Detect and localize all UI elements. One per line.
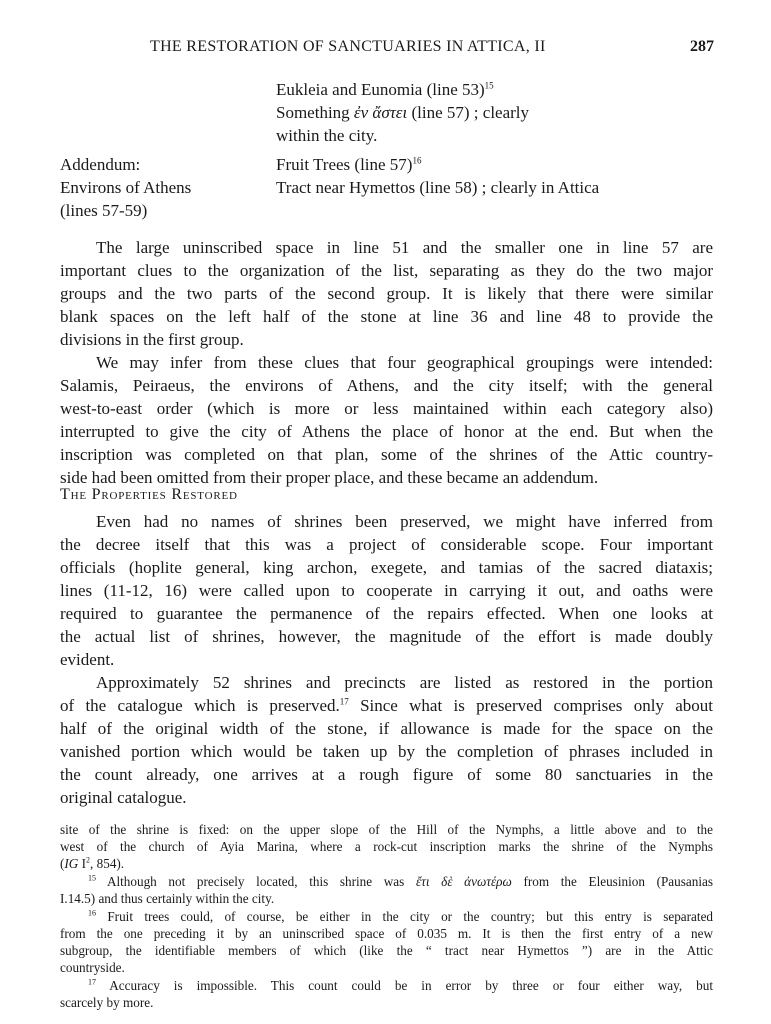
body-line: groups and the two parts of the second group. It is likely that there were similar [60, 284, 713, 303]
greek-phrase: ἔτι δὲ ἀνωτέρω [415, 874, 512, 889]
footnote-text: Fruit trees could, of course, be either in the city or the country; but this entry is separated [107, 909, 714, 924]
footnote-text: IG [64, 856, 79, 871]
footnote-text: Although not precisely located, this shrine was [106, 874, 416, 889]
footnote-text: from the Eleusinion (Pausanias [511, 874, 713, 889]
body-line: Approximately 52 shrines and precincts are listed as restored in the portion [96, 673, 713, 692]
footnote-line: from the one preceding it by an uninscribed space of 0.035 m. It is then the first entry of a new [60, 926, 713, 941]
footnote-line: countryside. [60, 960, 125, 975]
body-line: blank spaces on the left half of the stone at line 36 and line 48 to provide the [60, 307, 713, 326]
body-line: divisions in the first group. [60, 330, 244, 349]
body-line: lines (11-12, 16) were called upon to cooperate in carrying it out, and oaths were [60, 581, 713, 600]
body-line: Salamis, Peiraeus, the environs of Athens, and the city itself; with the general [60, 376, 713, 395]
greek-phrase: ἐν ἄστει [353, 103, 408, 122]
body-line: side had been omitted from their proper place, and these became an addendum. [60, 468, 599, 487]
footnote-ref-15: 15 [484, 80, 494, 91]
section-heading: The Properties Restored [60, 486, 238, 503]
body-text: of the catalogue which is preserved. [60, 696, 340, 715]
footnote-text: I [78, 856, 87, 871]
footnote-ref-17: 17 [339, 696, 349, 707]
footnote-number: 15 [88, 873, 96, 883]
footnote-line [60, 855, 713, 872]
addendum-label: Environs of Athens [60, 178, 192, 197]
body-line: west-to-east order (which is more or less maintained within each category also) [60, 399, 713, 418]
body-line: We may infer from these clues that four geographical groupings were intended: [96, 353, 713, 372]
addendum-label: Addendum: [60, 155, 141, 174]
addendum-item-hymettos: Tract near Hymettos (line 58) ; clearly in Attica [276, 178, 600, 197]
list-item-within-city: within the city. [276, 126, 378, 145]
list-item-text: Eukleia and Eunomia (line 53) [276, 80, 485, 99]
footnote-line: subgroup, the identifiable members of which (like the “ tract near Hymettos ”) are in the Attic [60, 943, 713, 958]
body-line: evident. [60, 650, 115, 669]
footnote-text: ( [60, 856, 65, 871]
body-line: important clues to the organization of the list, separating as they do the two major [60, 261, 713, 280]
body-line [60, 694, 713, 717]
body-line: original catalogue. [60, 788, 187, 807]
addendum-label: (lines 57-59) [60, 201, 148, 220]
footnote-line: west of the church of Ayia Marina, where a rock-cut inscription marks the shrine of the Nymphs [60, 839, 713, 854]
footnote-text: , 854). [90, 856, 125, 871]
body-line: the count already, one arrives at a rough figure of some 80 sanctuaries in the [60, 765, 713, 784]
running-head: THE RESTORATION OF SANCTUARIES IN ATTICA, II [150, 38, 546, 55]
body-line: officials (hoplite general, king archon, exegete, and tamias of the sacred diataxis; [60, 558, 713, 577]
footnote-line: I.14.5) and thus certainly within the city. [60, 891, 275, 906]
footnote-16 [60, 908, 713, 925]
list-item-something [276, 101, 529, 124]
footnote-15 [60, 873, 713, 890]
body-line: inscription was completed on that plan, some of the shrines of the Attic country- [60, 445, 713, 464]
body-line: vanished portion which would be taken up by the completion of phrases included in [60, 742, 713, 761]
footnote-text: 2 [86, 855, 91, 865]
body-line: half of the original width of the stone, if allowance is made for the space on the [60, 719, 713, 738]
footnote-text: Accuracy is impossible. This count could be in error by three or four either way, but [109, 978, 713, 993]
addendum-item-fruit-trees [276, 153, 421, 176]
list-item-text: (line 57) ; clearly [407, 103, 530, 122]
body-line: required to guarantee the permanence of the repairs effected. When one looks at [60, 604, 713, 623]
footnote-line: scarcely by more. [60, 995, 154, 1010]
body-line: interrupted to give the city of Athens the place of honor at the end. But when the [60, 422, 713, 441]
body-text: Since what is preserved comprises only about [348, 696, 713, 715]
list-item-eukleia [276, 78, 494, 101]
page-number: 287 [690, 38, 714, 55]
footnote-17 [60, 977, 713, 994]
footnote-number: 16 [88, 908, 96, 918]
body-line: the decree itself that this was a project of considerable scope. Four important [60, 535, 713, 554]
list-item-text: Something [276, 103, 354, 122]
addendum-item-text: Fruit Trees (line 57) [276, 155, 413, 174]
body-line: The large uninscribed space in line 51 and the smaller one in line 57 are [96, 238, 713, 257]
footnote-ref-16: 16 [412, 155, 422, 166]
body-line: Even had no names of shrines been preserved, we might have inferred from [96, 512, 713, 531]
footnote-line: site of the shrine is fixed: on the upper slope of the Hill of the Nymphs, a little above and to the [60, 822, 713, 837]
footnote-number: 17 [88, 977, 96, 987]
body-line: the actual list of shrines, however, the magnitude of the effort is made doubly [60, 627, 713, 646]
